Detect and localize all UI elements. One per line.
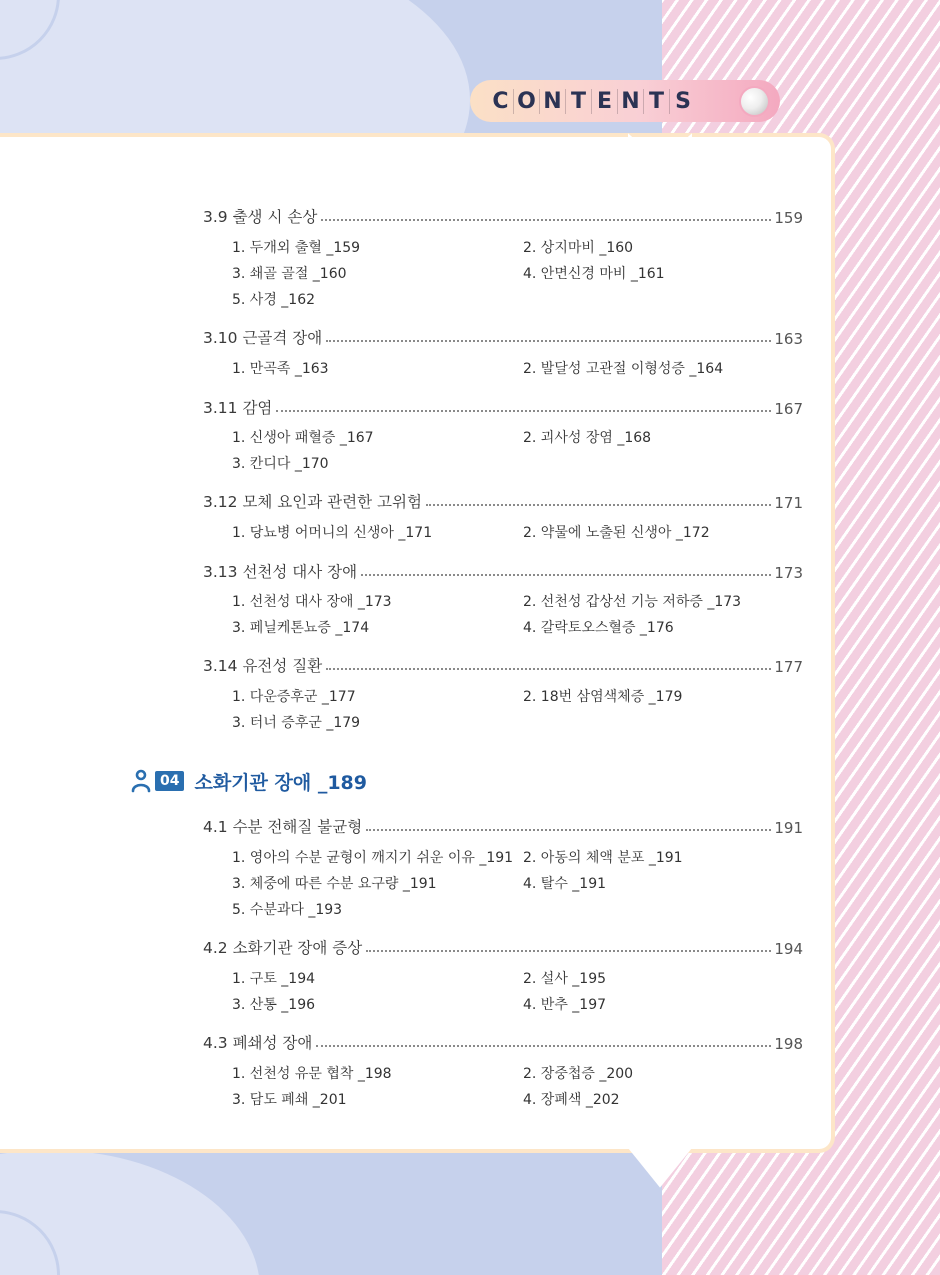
toc-item[interactable]: 3. 담도 폐쇄 _201 <box>232 1092 347 1108</box>
contents-letter: N <box>618 89 644 114</box>
section-page: 191 <box>774 819 803 837</box>
toc-item[interactable]: 2. 설사 _195 <box>523 971 607 987</box>
toc-item[interactable]: 2. 상지마비 _160 <box>523 240 634 256</box>
toc-section[interactable] <box>203 394 803 418</box>
leader-dots <box>326 340 771 342</box>
section-page: 198 <box>774 1035 803 1053</box>
toc-item[interactable]: 4. 탈수 _191 <box>523 876 607 892</box>
toc-item[interactable]: 1. 신생아 패혈증 _167 <box>232 430 374 446</box>
section-title: 3.12 모체 요인과 관련한 고위험 <box>203 493 422 511</box>
section-page: 163 <box>774 330 803 348</box>
contents-letter: S <box>675 88 691 114</box>
toc-item[interactable]: 2. 발달성 고관절 이형성증 _164 <box>523 361 724 377</box>
toc-item[interactable]: 3. 쇄골 골절 _160 <box>232 266 347 282</box>
section-page: 171 <box>774 494 803 512</box>
section-page: 159 <box>774 209 803 227</box>
toc-section[interactable] <box>203 813 803 837</box>
leader-dots <box>326 668 771 670</box>
toc-item[interactable]: 1. 선천성 대사 장애 _173 <box>232 594 392 610</box>
toc-item[interactable]: 2. 장중첩증 _200 <box>523 1066 634 1082</box>
toc-section[interactable] <box>203 934 803 958</box>
toc-item[interactable]: 4. 반추 _197 <box>523 997 607 1013</box>
toc-section[interactable] <box>203 558 803 582</box>
contents-letter: N <box>540 89 566 114</box>
toc-item[interactable]: 3. 터너 증후군 _179 <box>232 715 361 731</box>
toc-item[interactable]: 1. 선천성 유문 협착 _198 <box>232 1066 392 1082</box>
toc-item[interactable]: 2. 약물에 노출된 신생아 _172 <box>523 525 710 541</box>
section-title: 4.3 폐쇄성 장애 <box>203 1034 313 1052</box>
toc-item[interactable]: 2. 아동의 체액 분포 _191 <box>523 850 683 866</box>
section-page: 173 <box>774 564 803 582</box>
toc-item[interactable]: 1. 만곡족 _163 <box>232 361 329 377</box>
toc-item[interactable]: 1. 구토 _194 <box>232 971 316 987</box>
section-title: 3.13 선천성 대사 장애 <box>203 563 358 581</box>
section-title: 4.1 수분 전해질 불균형 <box>203 818 363 836</box>
section-page: 167 <box>774 400 803 418</box>
section-title: 3.11 감염 <box>203 399 273 417</box>
toc-section[interactable] <box>203 488 803 512</box>
contents-letter: C <box>488 89 514 114</box>
contents-letter: O <box>514 89 540 114</box>
chapter-number-badge: 04 <box>155 771 184 791</box>
toc-item[interactable]: 4. 장폐색 _202 <box>523 1092 620 1108</box>
leader-dots <box>366 950 771 952</box>
contents-letter: T <box>566 89 592 114</box>
leader-dots <box>366 829 771 831</box>
leader-dots <box>276 410 771 412</box>
toc-item[interactable]: 1. 영아의 수분 균형이 깨지기 쉬운 이유 _191 <box>232 850 514 866</box>
chapter-heading[interactable] <box>130 767 367 795</box>
contents-letter: E <box>592 89 618 114</box>
toc-item[interactable]: 4. 갈락토오스혈증 _176 <box>523 620 674 636</box>
toc-item[interactable]: 3. 산통 _196 <box>232 997 316 1013</box>
chapter-title: 소화기관 장애 _189 <box>194 771 367 794</box>
leader-dots <box>361 574 771 576</box>
section-title: 3.9 출생 시 손상 <box>203 208 318 226</box>
toc-item[interactable]: 5. 사경 _162 <box>232 292 316 308</box>
toc-item[interactable]: 3. 체중에 따른 수분 요구량 _191 <box>232 876 437 892</box>
section-title: 3.14 유전성 질환 <box>203 657 323 675</box>
leader-dots <box>321 219 771 221</box>
person-icon <box>130 769 152 793</box>
toc-section[interactable] <box>203 203 803 227</box>
toc-item[interactable]: 1. 다운증후군 _177 <box>232 689 356 705</box>
toc-item[interactable]: 5. 수분과다 _193 <box>232 902 343 918</box>
leader-dots <box>426 504 771 506</box>
toc-item[interactable]: 2. 괴사성 장염 _168 <box>523 430 652 446</box>
toc-item[interactable]: 1. 두개외 출혈 _159 <box>232 240 361 256</box>
section-title: 4.2 소화기관 장애 증상 <box>203 939 363 957</box>
leader-dots <box>316 1045 771 1047</box>
toc-item[interactable]: 2. 18번 삼염색체증 _179 <box>523 689 683 705</box>
toc-item[interactable]: 1. 당뇨병 어머니의 신생아 _171 <box>232 525 433 541</box>
toc-item[interactable]: 3. 페닐케톤뇨증 _174 <box>232 620 370 636</box>
contents-letter: T <box>644 89 670 114</box>
toc-item[interactable]: 3. 칸디다 _170 <box>232 456 329 472</box>
toc-item[interactable]: 2. 선천성 갑상선 기능 저하증 _173 <box>523 594 742 610</box>
toc-section[interactable] <box>203 652 803 676</box>
toc-item[interactable]: 4. 안면신경 마비 _161 <box>523 266 665 282</box>
section-page: 194 <box>774 940 803 958</box>
toc-section[interactable] <box>203 324 803 348</box>
section-page: 177 <box>774 658 803 676</box>
toc-section[interactable] <box>203 1029 803 1053</box>
section-title: 3.10 근골격 장애 <box>203 329 323 347</box>
